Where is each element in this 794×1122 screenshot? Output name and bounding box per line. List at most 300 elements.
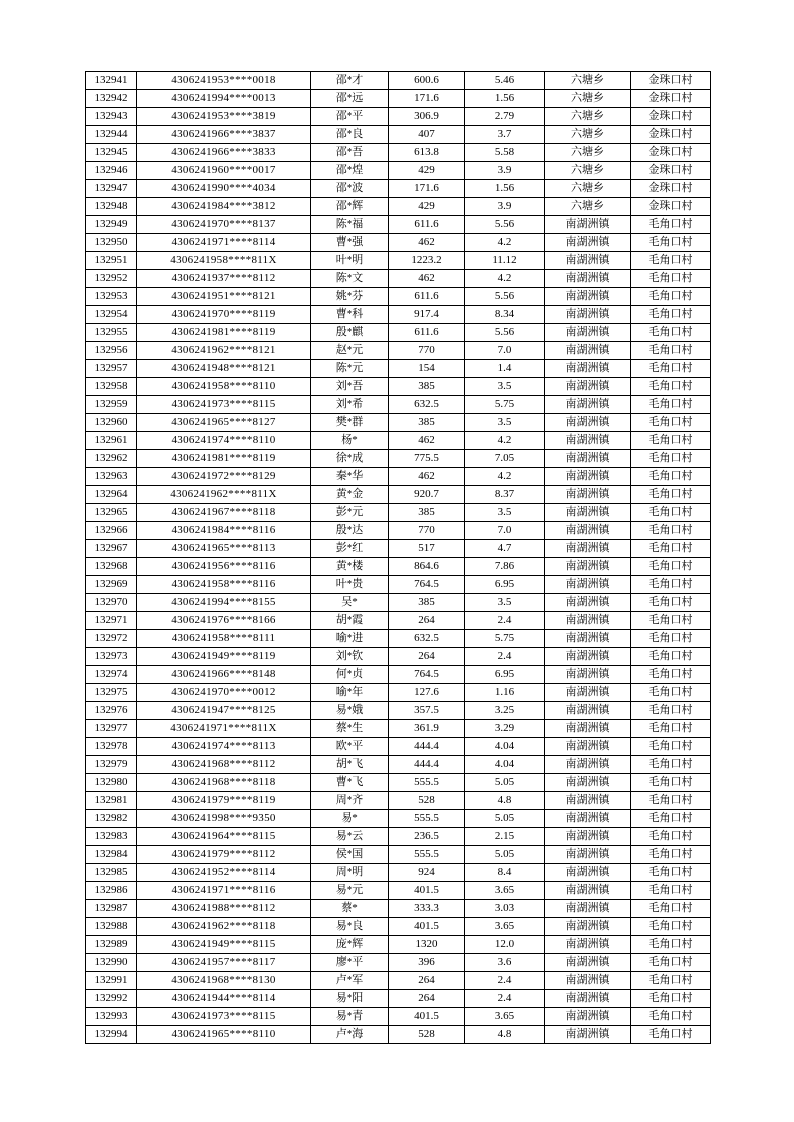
cell-seq: 132993 <box>86 1008 137 1026</box>
cell-name: 杨* <box>311 432 389 450</box>
cell-name: 邵*良 <box>311 126 389 144</box>
cell-village: 毛角口村 <box>631 468 711 486</box>
cell-area: 4.2 <box>465 270 545 288</box>
table-row <box>86 846 711 864</box>
cell-seq: 132983 <box>86 828 137 846</box>
cell-amount: 127.6 <box>389 684 465 702</box>
cell-id_masked: 4306241953****0018 <box>137 72 311 90</box>
cell-id_masked: 4306241966****3833 <box>137 144 311 162</box>
cell-id_masked: 4306241962****8118 <box>137 918 311 936</box>
cell-amount: 361.9 <box>389 720 465 738</box>
cell-village: 毛角口村 <box>631 252 711 270</box>
cell-seq: 132946 <box>86 162 137 180</box>
cell-id_masked: 4306241979****8119 <box>137 792 311 810</box>
cell-id_masked: 4306241966****3837 <box>137 126 311 144</box>
cell-area: 3.5 <box>465 504 545 522</box>
cell-seq: 132965 <box>86 504 137 522</box>
table-row <box>86 612 711 630</box>
cell-amount: 920.7 <box>389 486 465 504</box>
table-row <box>86 990 711 1008</box>
cell-seq: 132943 <box>86 108 137 126</box>
cell-area: 7.0 <box>465 342 545 360</box>
cell-amount: 462 <box>389 468 465 486</box>
cell-name: 黄*金 <box>311 486 389 504</box>
cell-town: 南湖洲镇 <box>545 936 631 954</box>
table-row <box>86 522 711 540</box>
cell-amount: 306.9 <box>389 108 465 126</box>
cell-id_masked: 4306241937****8112 <box>137 270 311 288</box>
cell-seq: 132954 <box>86 306 137 324</box>
cell-seq: 132956 <box>86 342 137 360</box>
cell-seq: 132992 <box>86 990 137 1008</box>
cell-seq: 132980 <box>86 774 137 792</box>
table-row <box>86 396 711 414</box>
cell-amount: 555.5 <box>389 846 465 864</box>
cell-amount: 462 <box>389 270 465 288</box>
cell-village: 毛角口村 <box>631 576 711 594</box>
table-row <box>86 162 711 180</box>
cell-amount: 1223.2 <box>389 252 465 270</box>
cell-town: 南湖洲镇 <box>545 810 631 828</box>
cell-area: 5.56 <box>465 324 545 342</box>
cell-name: 卢*军 <box>311 972 389 990</box>
cell-name: 刘*吾 <box>311 378 389 396</box>
table-row <box>86 270 711 288</box>
table-row <box>86 216 711 234</box>
cell-id_masked: 4306241965****8127 <box>137 414 311 432</box>
cell-seq: 132969 <box>86 576 137 594</box>
cell-village: 毛角口村 <box>631 396 711 414</box>
cell-town: 南湖洲镇 <box>545 900 631 918</box>
cell-village: 毛角口村 <box>631 612 711 630</box>
cell-name: 卢*海 <box>311 1026 389 1044</box>
cell-area: 3.7 <box>465 126 545 144</box>
table-row <box>86 468 711 486</box>
cell-village: 金珠口村 <box>631 144 711 162</box>
table-row <box>86 720 711 738</box>
cell-id_masked: 4306241984****8116 <box>137 522 311 540</box>
cell-id_masked: 4306241979****8112 <box>137 846 311 864</box>
cell-id_masked: 4306241973****8115 <box>137 1008 311 1026</box>
table-row <box>86 738 711 756</box>
cell-seq: 132952 <box>86 270 137 288</box>
cell-village: 毛角口村 <box>631 900 711 918</box>
cell-village: 毛角口村 <box>631 810 711 828</box>
table-row <box>86 666 711 684</box>
cell-name: 赵*元 <box>311 342 389 360</box>
cell-area: 5.46 <box>465 72 545 90</box>
cell-area: 8.4 <box>465 864 545 882</box>
cell-amount: 611.6 <box>389 216 465 234</box>
cell-name: 樊*群 <box>311 414 389 432</box>
cell-area: 3.65 <box>465 882 545 900</box>
table-row <box>86 342 711 360</box>
cell-seq: 132963 <box>86 468 137 486</box>
cell-amount: 632.5 <box>389 396 465 414</box>
cell-amount: 429 <box>389 198 465 216</box>
cell-id_masked: 4306241958****811X <box>137 252 311 270</box>
cell-name: 叶*贵 <box>311 576 389 594</box>
cell-amount: 444.4 <box>389 738 465 756</box>
cell-area: 12.0 <box>465 936 545 954</box>
cell-name: 侯*国 <box>311 846 389 864</box>
table-row <box>86 936 711 954</box>
cell-name: 陈*福 <box>311 216 389 234</box>
cell-name: 陈*元 <box>311 360 389 378</box>
cell-village: 毛角口村 <box>631 306 711 324</box>
cell-town: 南湖洲镇 <box>545 504 631 522</box>
cell-seq: 132982 <box>86 810 137 828</box>
cell-id_masked: 4306241984****3812 <box>137 198 311 216</box>
cell-area: 5.75 <box>465 630 545 648</box>
table-row <box>86 324 711 342</box>
table-row <box>86 702 711 720</box>
cell-village: 毛角口村 <box>631 1008 711 1026</box>
cell-town: 南湖洲镇 <box>545 612 631 630</box>
cell-seq: 132964 <box>86 486 137 504</box>
cell-seq: 132990 <box>86 954 137 972</box>
cell-id_masked: 4306241967****8118 <box>137 504 311 522</box>
cell-village: 毛角口村 <box>631 774 711 792</box>
cell-seq: 132977 <box>86 720 137 738</box>
cell-town: 南湖洲镇 <box>545 414 631 432</box>
cell-area: 3.29 <box>465 720 545 738</box>
cell-id_masked: 4306241965****8110 <box>137 1026 311 1044</box>
cell-id_masked: 4306241970****0012 <box>137 684 311 702</box>
cell-amount: 401.5 <box>389 882 465 900</box>
table-row <box>86 234 711 252</box>
cell-area: 4.2 <box>465 234 545 252</box>
cell-town: 六塘乡 <box>545 126 631 144</box>
cell-id_masked: 4306241974****8113 <box>137 738 311 756</box>
table-row <box>86 648 711 666</box>
cell-town: 六塘乡 <box>545 180 631 198</box>
cell-amount: 264 <box>389 990 465 1008</box>
table-row <box>86 306 711 324</box>
cell-amount: 264 <box>389 972 465 990</box>
cell-village: 毛角口村 <box>631 918 711 936</box>
cell-area: 3.03 <box>465 900 545 918</box>
cell-id_masked: 4306241944****8114 <box>137 990 311 1008</box>
cell-seq: 132970 <box>86 594 137 612</box>
cell-village: 毛角口村 <box>631 792 711 810</box>
cell-name: 姚*芬 <box>311 288 389 306</box>
cell-id_masked: 4306241951****8121 <box>137 288 311 306</box>
cell-town: 南湖洲镇 <box>545 1008 631 1026</box>
table-row <box>86 378 711 396</box>
table-row <box>86 630 711 648</box>
cell-seq: 132961 <box>86 432 137 450</box>
cell-name: 陈*文 <box>311 270 389 288</box>
cell-area: 4.2 <box>465 432 545 450</box>
cell-name: 曹*科 <box>311 306 389 324</box>
cell-town: 南湖洲镇 <box>545 576 631 594</box>
cell-id_masked: 4306241958****8116 <box>137 576 311 594</box>
cell-area: 2.79 <box>465 108 545 126</box>
cell-area: 2.4 <box>465 612 545 630</box>
cell-id_masked: 4306241968****8130 <box>137 972 311 990</box>
cell-town: 南湖洲镇 <box>545 432 631 450</box>
cell-village: 毛角口村 <box>631 432 711 450</box>
cell-id_masked: 4306241956****8116 <box>137 558 311 576</box>
cell-area: 7.86 <box>465 558 545 576</box>
cell-id_masked: 4306241976****8166 <box>137 612 311 630</box>
cell-area: 5.05 <box>465 810 545 828</box>
cell-village: 毛角口村 <box>631 648 711 666</box>
cell-name: 邵*辉 <box>311 198 389 216</box>
cell-area: 3.65 <box>465 1008 545 1026</box>
cell-town: 南湖洲镇 <box>545 594 631 612</box>
cell-town: 南湖洲镇 <box>545 342 631 360</box>
cell-name: 刘*希 <box>311 396 389 414</box>
table-row <box>86 1026 711 1044</box>
cell-area: 3.9 <box>465 162 545 180</box>
cell-seq: 132989 <box>86 936 137 954</box>
cell-name: 吴* <box>311 594 389 612</box>
cell-area: 6.95 <box>465 576 545 594</box>
table-row <box>86 126 711 144</box>
cell-amount: 864.6 <box>389 558 465 576</box>
cell-id_masked: 4306241981****8119 <box>137 324 311 342</box>
table-row <box>86 450 711 468</box>
cell-name: 蔡* <box>311 900 389 918</box>
cell-id_masked: 4306241947****8125 <box>137 702 311 720</box>
cell-village: 毛角口村 <box>631 954 711 972</box>
cell-area: 4.2 <box>465 468 545 486</box>
cell-town: 南湖洲镇 <box>545 522 631 540</box>
cell-town: 南湖洲镇 <box>545 360 631 378</box>
cell-area: 11.12 <box>465 252 545 270</box>
cell-seq: 132975 <box>86 684 137 702</box>
cell-seq: 132948 <box>86 198 137 216</box>
table-row <box>86 972 711 990</box>
cell-seq: 132962 <box>86 450 137 468</box>
cell-village: 毛角口村 <box>631 378 711 396</box>
cell-village: 毛角口村 <box>631 1026 711 1044</box>
cell-village: 毛角口村 <box>631 738 711 756</box>
cell-name: 彭*元 <box>311 504 389 522</box>
cell-name: 彭*红 <box>311 540 389 558</box>
cell-id_masked: 4306241962****8121 <box>137 342 311 360</box>
cell-village: 毛角口村 <box>631 414 711 432</box>
cell-town: 南湖洲镇 <box>545 774 631 792</box>
table-row <box>86 954 711 972</box>
cell-amount: 171.6 <box>389 90 465 108</box>
cell-seq: 132985 <box>86 864 137 882</box>
cell-seq: 132986 <box>86 882 137 900</box>
cell-village: 毛角口村 <box>631 522 711 540</box>
cell-id_masked: 4306241998****9350 <box>137 810 311 828</box>
table-row <box>86 360 711 378</box>
cell-area: 5.56 <box>465 216 545 234</box>
cell-amount: 444.4 <box>389 756 465 774</box>
cell-amount: 611.6 <box>389 324 465 342</box>
cell-seq: 132984 <box>86 846 137 864</box>
cell-area: 3.5 <box>465 594 545 612</box>
cell-town: 南湖洲镇 <box>545 756 631 774</box>
table-row <box>86 918 711 936</box>
cell-amount: 613.8 <box>389 144 465 162</box>
table-row <box>86 198 711 216</box>
cell-village: 金珠口村 <box>631 180 711 198</box>
cell-village: 毛角口村 <box>631 936 711 954</box>
cell-area: 3.65 <box>465 918 545 936</box>
cell-id_masked: 4306241994****8155 <box>137 594 311 612</box>
table-row <box>86 576 711 594</box>
cell-area: 3.5 <box>465 414 545 432</box>
cell-area: 3.9 <box>465 198 545 216</box>
cell-town: 南湖洲镇 <box>545 468 631 486</box>
table-row <box>86 828 711 846</box>
cell-name: 易* <box>311 810 389 828</box>
table-row <box>86 756 711 774</box>
cell-id_masked: 4306241970****8119 <box>137 306 311 324</box>
cell-area: 2.4 <box>465 648 545 666</box>
cell-seq: 132966 <box>86 522 137 540</box>
cell-town: 南湖洲镇 <box>545 270 631 288</box>
table-row <box>86 504 711 522</box>
table-row <box>86 432 711 450</box>
cell-seq: 132960 <box>86 414 137 432</box>
cell-id_masked: 4306241958****8110 <box>137 378 311 396</box>
cell-town: 南湖洲镇 <box>545 486 631 504</box>
cell-name: 易*元 <box>311 882 389 900</box>
cell-name: 胡*飞 <box>311 756 389 774</box>
cell-id_masked: 4306241990****4034 <box>137 180 311 198</box>
cell-name: 庞*辉 <box>311 936 389 954</box>
cell-area: 5.58 <box>465 144 545 162</box>
cell-area: 2.4 <box>465 990 545 1008</box>
cell-town: 南湖洲镇 <box>545 216 631 234</box>
cell-area: 3.6 <box>465 954 545 972</box>
cell-area: 4.04 <box>465 738 545 756</box>
cell-id_masked: 4306241970****8137 <box>137 216 311 234</box>
cell-id_masked: 4306241948****8121 <box>137 360 311 378</box>
cell-village: 金珠口村 <box>631 198 711 216</box>
table-row <box>86 486 711 504</box>
cell-village: 金珠口村 <box>631 126 711 144</box>
cell-seq: 132994 <box>86 1026 137 1044</box>
table-row <box>86 792 711 810</box>
cell-id_masked: 4306241981****8119 <box>137 450 311 468</box>
cell-id_masked: 4306241971****811X <box>137 720 311 738</box>
cell-name: 邵*煌 <box>311 162 389 180</box>
cell-area: 4.8 <box>465 1026 545 1044</box>
cell-amount: 555.5 <box>389 774 465 792</box>
cell-amount: 764.5 <box>389 666 465 684</box>
cell-name: 易*阳 <box>311 990 389 1008</box>
cell-seq: 132941 <box>86 72 137 90</box>
cell-amount: 764.5 <box>389 576 465 594</box>
cell-area: 2.4 <box>465 972 545 990</box>
cell-name: 蔡*生 <box>311 720 389 738</box>
cell-town: 南湖洲镇 <box>545 396 631 414</box>
cell-name: 喻*进 <box>311 630 389 648</box>
cell-id_masked: 4306241962****811X <box>137 486 311 504</box>
cell-amount: 385 <box>389 414 465 432</box>
cell-town: 南湖洲镇 <box>545 990 631 1008</box>
cell-seq: 132972 <box>86 630 137 648</box>
cell-name: 喻*年 <box>311 684 389 702</box>
cell-village: 毛角口村 <box>631 972 711 990</box>
cell-amount: 407 <box>389 126 465 144</box>
cell-town: 南湖洲镇 <box>545 630 631 648</box>
cell-seq: 132942 <box>86 90 137 108</box>
cell-village: 毛角口村 <box>631 882 711 900</box>
table-row <box>86 72 711 90</box>
cell-village: 金珠口村 <box>631 90 711 108</box>
cell-amount: 396 <box>389 954 465 972</box>
cell-seq: 132949 <box>86 216 137 234</box>
cell-town: 南湖洲镇 <box>545 954 631 972</box>
cell-village: 毛角口村 <box>631 216 711 234</box>
table-row <box>86 900 711 918</box>
cell-seq: 132955 <box>86 324 137 342</box>
table-row <box>86 252 711 270</box>
cell-amount: 401.5 <box>389 918 465 936</box>
cell-name: 欧*平 <box>311 738 389 756</box>
cell-amount: 462 <box>389 234 465 252</box>
cell-village: 毛角口村 <box>631 540 711 558</box>
cell-town: 南湖洲镇 <box>545 288 631 306</box>
cell-town: 南湖洲镇 <box>545 306 631 324</box>
cell-amount: 924 <box>389 864 465 882</box>
cell-name: 何*贞 <box>311 666 389 684</box>
cell-name: 叶*明 <box>311 252 389 270</box>
cell-amount: 917.4 <box>389 306 465 324</box>
cell-amount: 385 <box>389 594 465 612</box>
table-row <box>86 180 711 198</box>
table-row <box>86 864 711 882</box>
cell-id_masked: 4306241953****3819 <box>137 108 311 126</box>
cell-area: 1.4 <box>465 360 545 378</box>
cell-area: 3.25 <box>465 702 545 720</box>
cell-name: 胡*霞 <box>311 612 389 630</box>
cell-village: 毛角口村 <box>631 720 711 738</box>
cell-name: 秦*华 <box>311 468 389 486</box>
cell-village: 毛角口村 <box>631 702 711 720</box>
cell-village: 毛角口村 <box>631 504 711 522</box>
cell-name: 周*明 <box>311 864 389 882</box>
cell-amount: 775.5 <box>389 450 465 468</box>
cell-village: 毛角口村 <box>631 684 711 702</box>
cell-id_masked: 4306241971****8114 <box>137 234 311 252</box>
cell-amount: 600.6 <box>389 72 465 90</box>
subsidy-table <box>85 71 711 1044</box>
cell-town: 六塘乡 <box>545 162 631 180</box>
cell-amount: 528 <box>389 792 465 810</box>
cell-village: 金珠口村 <box>631 108 711 126</box>
cell-town: 六塘乡 <box>545 198 631 216</box>
table-row <box>86 144 711 162</box>
cell-amount: 517 <box>389 540 465 558</box>
cell-amount: 357.5 <box>389 702 465 720</box>
cell-town: 六塘乡 <box>545 72 631 90</box>
cell-name: 邵*远 <box>311 90 389 108</box>
table-row <box>86 882 711 900</box>
cell-name: 黄*楼 <box>311 558 389 576</box>
cell-town: 南湖洲镇 <box>545 1026 631 1044</box>
cell-id_masked: 4306241971****8116 <box>137 882 311 900</box>
table-row <box>86 558 711 576</box>
cell-amount: 770 <box>389 522 465 540</box>
cell-amount: 385 <box>389 504 465 522</box>
cell-id_masked: 4306241974****8110 <box>137 432 311 450</box>
table-row <box>86 810 711 828</box>
cell-town: 南湖洲镇 <box>545 324 631 342</box>
cell-village: 毛角口村 <box>631 594 711 612</box>
cell-town: 南湖洲镇 <box>545 648 631 666</box>
